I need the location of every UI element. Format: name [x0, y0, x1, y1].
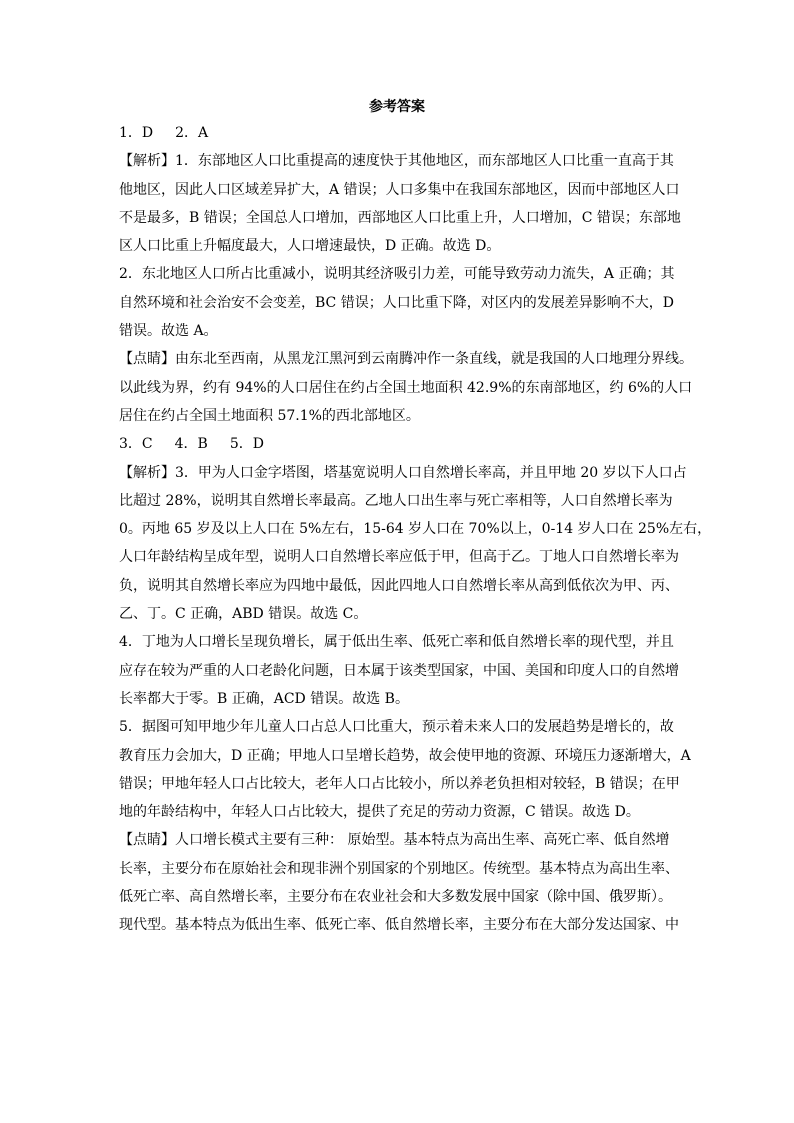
text-line: 以此线为界，约有 94%的人口居住在约占全国土地面积 42.9%的东南部地区，约 6%的人口: [119, 379, 693, 396]
text-line: 4．丁地为人口增长呈现负增长，属于低出生率、低死亡率和低自然增长率的现代型，并且: [119, 634, 674, 651]
text-line: 自然环境和社会治安不会变差，BC 错误；人口比重下降，对区内的发展差异影响不大，D: [119, 294, 674, 311]
text-line: 他地区，因此人口区域差异扩大，A 错误；人口多集中在我国东部地区，因而中部地区人口: [119, 181, 680, 198]
answer-content: [119, 119, 712, 940]
text-line: 区人口比重上升幅度最大，人口增速最快，D 正确。故选 D。: [119, 238, 501, 255]
text-line: 教育压力会加大，D 正确；甲地人口呈增长趋势，故会使甲地的资源、环境压力逐渐增大，A: [119, 747, 691, 764]
text-line: 比超过 28%，说明其自然增长率最高。乙地人口出生率与死亡率相等，人口自然增长率为: [119, 492, 673, 509]
text-line: 长率都大于零。B 正确，ACD 错误。故选 B。: [119, 690, 409, 707]
answer-line-3-5: [119, 430, 694, 458]
text-line: 5．据图可知甲地少年儿童人口占总人口比重大，预示着未来人口的发展趋势是增长的，故: [119, 719, 674, 736]
text-line: 地的年龄结构中，年轻人口占比较大，提供了充足的劳动力资源，C 错误。故选 D。: [119, 804, 640, 821]
answer-4: 4．B: [174, 436, 208, 453]
text-line: 错误。故选 A。: [119, 323, 218, 340]
text-line: 错误；甲地年轻人口占比较大，老年人口占比较小，所以养老负担相对较轻，B 错误；在甲: [119, 775, 680, 792]
text-line: 人口年龄结构呈成年型，说明人口自然增长率应低于甲，但高于乙。丁地人口自然增长率为: [119, 549, 679, 566]
text-line: 不是最多，B 错误；全国总人口增加，西部地区人口比重上升，人口增加，C 错误；东部地: [119, 209, 681, 226]
page-title: 参考答案: [369, 99, 425, 115]
answer-1: 1．D: [119, 125, 154, 141]
text-line: 负，说明其自然增长率应为四地中最低，因此四地人口自然增长率从高到低依次为甲、丙、: [119, 577, 679, 594]
text-line: 0。丙地 65 岁及以上人口在 5%左右，15-64 岁人口在 70%以上，0-14 岁人口在 25%左右，: [119, 521, 712, 538]
text-line: 低死亡率、高自然增长率，主要分布在农业社会和大多数发展中国家（除中国、俄罗斯）。: [119, 889, 672, 906]
tip-block-1: [119, 345, 694, 430]
analysis-block-2: [119, 459, 712, 827]
text-line: 2．东北地区人口所占比重减小，说明其经济吸引力差，可能导致劳动力流失，A 正确；其: [119, 266, 675, 283]
answer-2: 2．A: [175, 125, 209, 141]
text-line: 现代型。基本特点为低出生率、低死亡率、低自然增长率，主要分布在大部分发达国家、中: [119, 917, 679, 934]
text-line: 【解析】3．甲为人口金字塔图，塔基宽说明人口自然增长率高，并且甲地 20 岁以下人口占: [119, 464, 687, 481]
text-line: 【点睛】人口增长模式主要有三种： 原始型。基本特点为高出生率、高死亡率、低自然增: [119, 832, 670, 849]
answer-5: 5．D: [229, 436, 264, 453]
text-line: 居住在约占全国土地面积 57.1%的西北部地区。: [119, 407, 420, 424]
answer-line-1-2: [119, 119, 694, 147]
text-line: 【解析】1．东部地区人口比重提高的速度快于其他地区，而东部地区人口比重一直高于其: [119, 153, 674, 170]
text-line: 乙、丁。C 正确，ABD 错误。故选 C。: [119, 606, 368, 623]
text-line: 【点睛】由东北至西南，从黑龙江黑河到云南腾冲作一条直线，就是我国的人口地理分界线。: [119, 351, 693, 368]
text-line: 应存在较为严重的人口老龄化问题，日本属于该类型国家，中国、美国和印度人口的自然增: [119, 662, 679, 679]
tip-block-2: [119, 826, 694, 939]
text-line: 长率，主要分布在原始社会和现非洲个别国家的个别地区。传统型。基本特点为高出生率、: [119, 860, 679, 877]
analysis-block-1: [119, 147, 694, 345]
answer-3: 3．C: [119, 436, 153, 453]
